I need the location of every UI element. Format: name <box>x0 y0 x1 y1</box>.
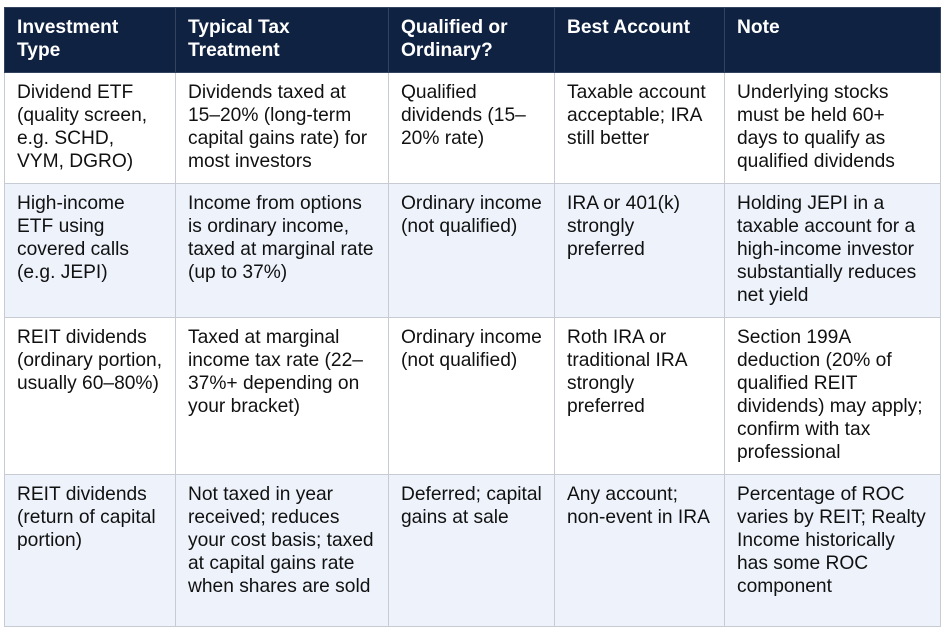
note-cell: Holding JEPI in a taxable account for a high-income investor substantially reduces net yield <box>725 184 941 318</box>
investment-type-cell: High-income ETF using covered calls (e.g. JEPI) <box>5 184 176 318</box>
note-cell: Percentage of ROC varies by REIT; Realty Income historically has some ROC component <box>725 475 941 627</box>
qualified-or-ordinary-cell: Ordinary income (not qualified) <box>389 318 555 475</box>
investment-type-cell: REIT dividends (ordinary portion, usually 60–80%) <box>5 318 176 475</box>
header-note: Note <box>725 8 941 73</box>
tax-treatment-cell: Taxed at marginal income tax rate (22–37%+ depending on your bracket) <box>176 318 389 475</box>
tax-treatment-cell: Not taxed in year received; reduces your cost basis; taxed at capital gains rate when shares are sold <box>176 475 389 627</box>
best-account-cell: Roth IRA or traditional IRA strongly preferred <box>555 318 725 475</box>
tax-treatment-table <box>4 7 941 627</box>
best-account-cell: IRA or 401(k) strongly preferred <box>555 184 725 318</box>
table-row <box>5 318 941 475</box>
tax-treatment-cell: Income from options is ordinary income, taxed at marginal rate (up to 37%) <box>176 184 389 318</box>
table-row <box>5 73 941 184</box>
header-typical-tax-treatment: Typical Tax Treatment <box>176 8 389 73</box>
best-account-cell: Any account; non-event in IRA <box>555 475 725 627</box>
note-cell: Section 199A deduction (20% of qualified REIT dividends) may apply; confirm with tax professional <box>725 318 941 475</box>
qualified-or-ordinary-cell: Deferred; capital gains at sale <box>389 475 555 627</box>
investment-type-cell: Dividend ETF (quality screen, e.g. SCHD, VYM, DGRO) <box>5 73 176 184</box>
header-row <box>5 8 941 73</box>
header-best-account: Best Account <box>555 8 725 73</box>
header-qualified-or-ordinary: Qualified or Ordinary? <box>389 8 555 73</box>
table-row <box>5 475 941 627</box>
tax-treatment-cell: Dividends taxed at 15–20% (long-term capital gains rate) for most investors <box>176 73 389 184</box>
qualified-or-ordinary-cell: Qualified dividends (15–20% rate) <box>389 73 555 184</box>
header-investment-type: Investment Type <box>5 8 176 73</box>
note-cell: Underlying stocks must be held 60+ days to qualify as qualified dividends <box>725 73 941 184</box>
table-row <box>5 184 941 318</box>
investment-type-cell: REIT dividends (return of capital portion) <box>5 475 176 627</box>
qualified-or-ordinary-cell: Ordinary income (not qualified) <box>389 184 555 318</box>
best-account-cell: Taxable account acceptable; IRA still better <box>555 73 725 184</box>
